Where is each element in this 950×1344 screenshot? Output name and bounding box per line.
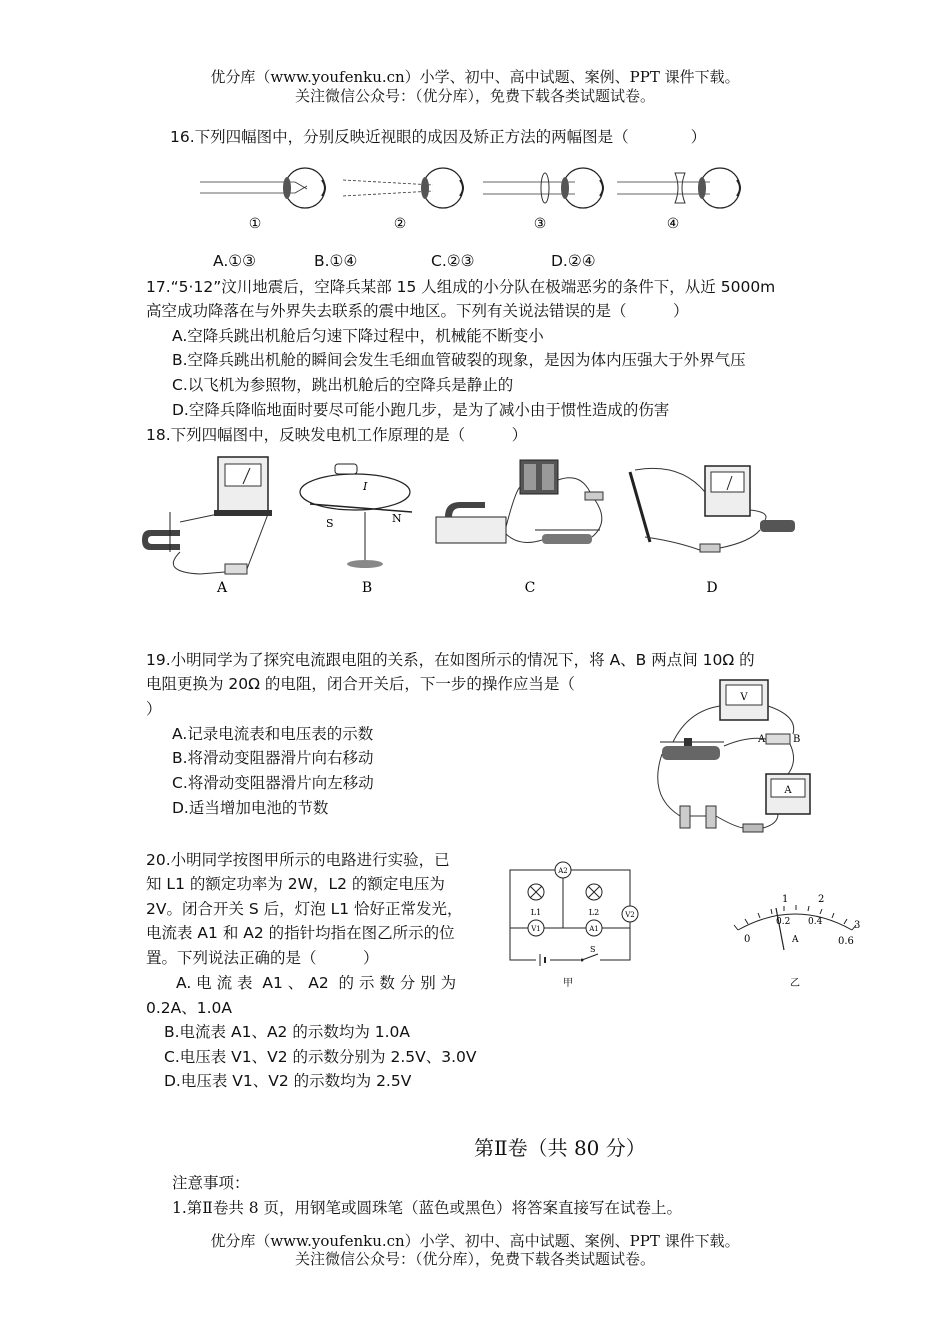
q20-stem-2: 知 L1 的额定功率为 2W，L2 的额定电压为 [146, 875, 445, 893]
eye-label-4: ④ [666, 216, 680, 232]
eye-diagram-4 [617, 168, 740, 208]
q16-option-c: C.②③ [431, 252, 475, 270]
switch-s-label: S [590, 945, 596, 954]
switch [743, 824, 763, 832]
q17-option-b: B.空降兵跳出机舱的瞬间会发生毛细血管破裂的现象，是因为体内压强大于外界气压 [172, 351, 746, 369]
q16-stem: 16.下列四幅图中，分别反映近视眼的成因及矫正方法的两幅图是（ ） [170, 128, 707, 146]
q20-stem-4: 电流表 A1 和 A2 的指针均指在图乙所示的位 [146, 924, 455, 942]
eye-diagram-2 [343, 168, 463, 208]
figure-label-a: A [216, 580, 228, 596]
q17-stem-2: 高空成功降落在与外界失去联系的震中地区。下列有关说法错误的是（ ） [146, 302, 689, 320]
footer-line-1: 优分库（www.youfenku.cn）小学、初中、高中试题、案例、PPT 课件下载。 [210, 1232, 740, 1250]
figure-label-d: D [706, 580, 718, 596]
figure-b-s-label: S [326, 517, 334, 530]
q20-option-c: C.电压表 V1、V2 的示数分别为 2.5V、3.0V [164, 1048, 477, 1066]
eye-diagram-1 [200, 168, 325, 208]
dial-tick-0-2: 0.2 [776, 917, 791, 927]
q20-stem-3: 2V。闭合开关 S 后，灯泡 L1 恰好正常发光， [146, 900, 463, 918]
q20-option-a-line-2: 0.2A、1.0A [146, 999, 233, 1017]
figure-d-coil-galvanometer [630, 466, 795, 552]
dial-tick-0: 0 [744, 934, 751, 945]
figure-a-magnet-galvanometer [142, 457, 272, 574]
q19-circuit-figure [648, 676, 818, 838]
q19-option-a: A.记录电流表和电压表的示数 [172, 725, 374, 743]
resistor-ab [757, 734, 800, 745]
q17-stem-1: 17.“5·12”汶川地震后，空降兵某部 15 人组成的小分队在极端恶劣的条件下，从近 5000m [146, 278, 776, 296]
circuit-diagram-jia [500, 856, 650, 991]
q17-option-d: D.空降兵降临地面时要尽可能小跑几步，是为了减小由于惯性造成的伤害 [172, 401, 670, 419]
eye-diagrams [195, 160, 755, 235]
batteries [680, 806, 716, 828]
rheostat [660, 738, 724, 760]
l2-label: L2 [588, 908, 600, 917]
v1-meter-label: V1 [531, 925, 541, 933]
q19-option-c: C.将滑动变阻器滑片向左移动 [172, 774, 374, 792]
q20-option-a-line-1: A. 电 流 表 A1 、 A2 的 示 数 分 别 为 [176, 974, 457, 992]
figure-b-wire-coil [300, 464, 412, 568]
figure-label-c: C [524, 580, 536, 596]
figure-b-current-label: I [363, 480, 368, 493]
dial-tick-1: 1 [782, 894, 789, 905]
header-line-2: 关注微信公众号：（优分库），免费下载各类试题试卷。 [294, 87, 655, 105]
q16-option-b: B.①④ [314, 252, 358, 270]
figure-label-b: B [361, 580, 373, 596]
figure-b-n-label: N [392, 512, 402, 525]
q16-option-a: A.①③ [213, 252, 257, 270]
generator-diagrams [140, 452, 820, 602]
v2-meter-label: V2 [625, 911, 635, 919]
q16-option-d: D.②④ [551, 252, 596, 270]
q17-option-c: C.以飞机为参照物，跳出机舱后的空降兵是静止的 [172, 376, 514, 394]
eye-label-2: ② [393, 216, 407, 232]
point-a-label: A [758, 734, 766, 745]
dial-tick-0-4: 0.4 [808, 917, 823, 927]
dial-tick-2: 2 [818, 894, 825, 905]
part2-title: 第Ⅱ卷（共 80 分） [474, 1136, 646, 1160]
l1-label: L1 [530, 908, 542, 917]
dial-tick-3: 3 [854, 920, 861, 931]
eye-diagram-3 [483, 168, 603, 208]
ammeter [766, 774, 810, 814]
q20-option-b: B.电流表 A1、A2 的示数均为 1.0A [164, 1023, 411, 1041]
part2-item-1: 1.第Ⅱ卷共 8 页，用钢笔或圆珠笔（蓝色或黑色）将答案直接写在试卷上。 [172, 1199, 683, 1217]
voltmeter-letter: V [740, 692, 748, 703]
point-b-label: B [793, 734, 801, 745]
ammeter-letter: A [784, 785, 792, 796]
q17-option-a: A.空降兵跳出机舱后匀速下降过程中，机械能不断变小 [172, 327, 544, 345]
header-line-1: 优分库（www.youfenku.cn）小学、初中、高中试题、案例、PPT 课件下载。 [210, 68, 740, 86]
dial-tick-0-6: 0.6 [838, 936, 854, 947]
dial-unit: A [792, 935, 799, 945]
q20-option-d: D.电压表 V1、V2 的示数均为 2.5V [164, 1072, 412, 1090]
ammeter-dial-yi [720, 880, 870, 992]
voltmeter [720, 680, 768, 720]
q19-option-d: D.适当增加电池的节数 [172, 799, 329, 817]
a1-meter-label: A1 [589, 925, 599, 933]
q19-stem-3: ） [146, 700, 162, 718]
a2-meter-label: A2 [558, 867, 568, 875]
footer-line-2: 关注微信公众号：（优分库），免费下载各类试题试卷。 [294, 1250, 655, 1268]
q20-stem-1: 20.小明同学按图甲所示的电路进行实验，已 [146, 851, 450, 869]
q19-stem-2: 电阻更换为 20Ω 的电阻，闭合开关后，下一步的操作应当是（ [146, 675, 575, 693]
eye-label-3: ③ [533, 216, 547, 232]
figure-c-motor-battery [436, 460, 603, 544]
q19-option-b: B.将滑动变阻器滑片向右移动 [172, 749, 374, 767]
q20-stem-5: 置。下列说法正确的是（ ） [146, 949, 379, 967]
eye-label-1: ① [248, 216, 262, 232]
circuit-caption: 甲 [563, 978, 573, 989]
part2-notice: 注意事项： [172, 1174, 250, 1192]
dial-caption: 乙 [790, 978, 800, 989]
q19-stem-1: 19.小明同学为了探究电流跟电阻的关系，在如图所示的情况下，将 A、B 两点间 10Ω 的 [146, 651, 755, 669]
q18-stem: 18.下列四幅图中，反映发电机工作原理的是（ ） [146, 426, 528, 444]
